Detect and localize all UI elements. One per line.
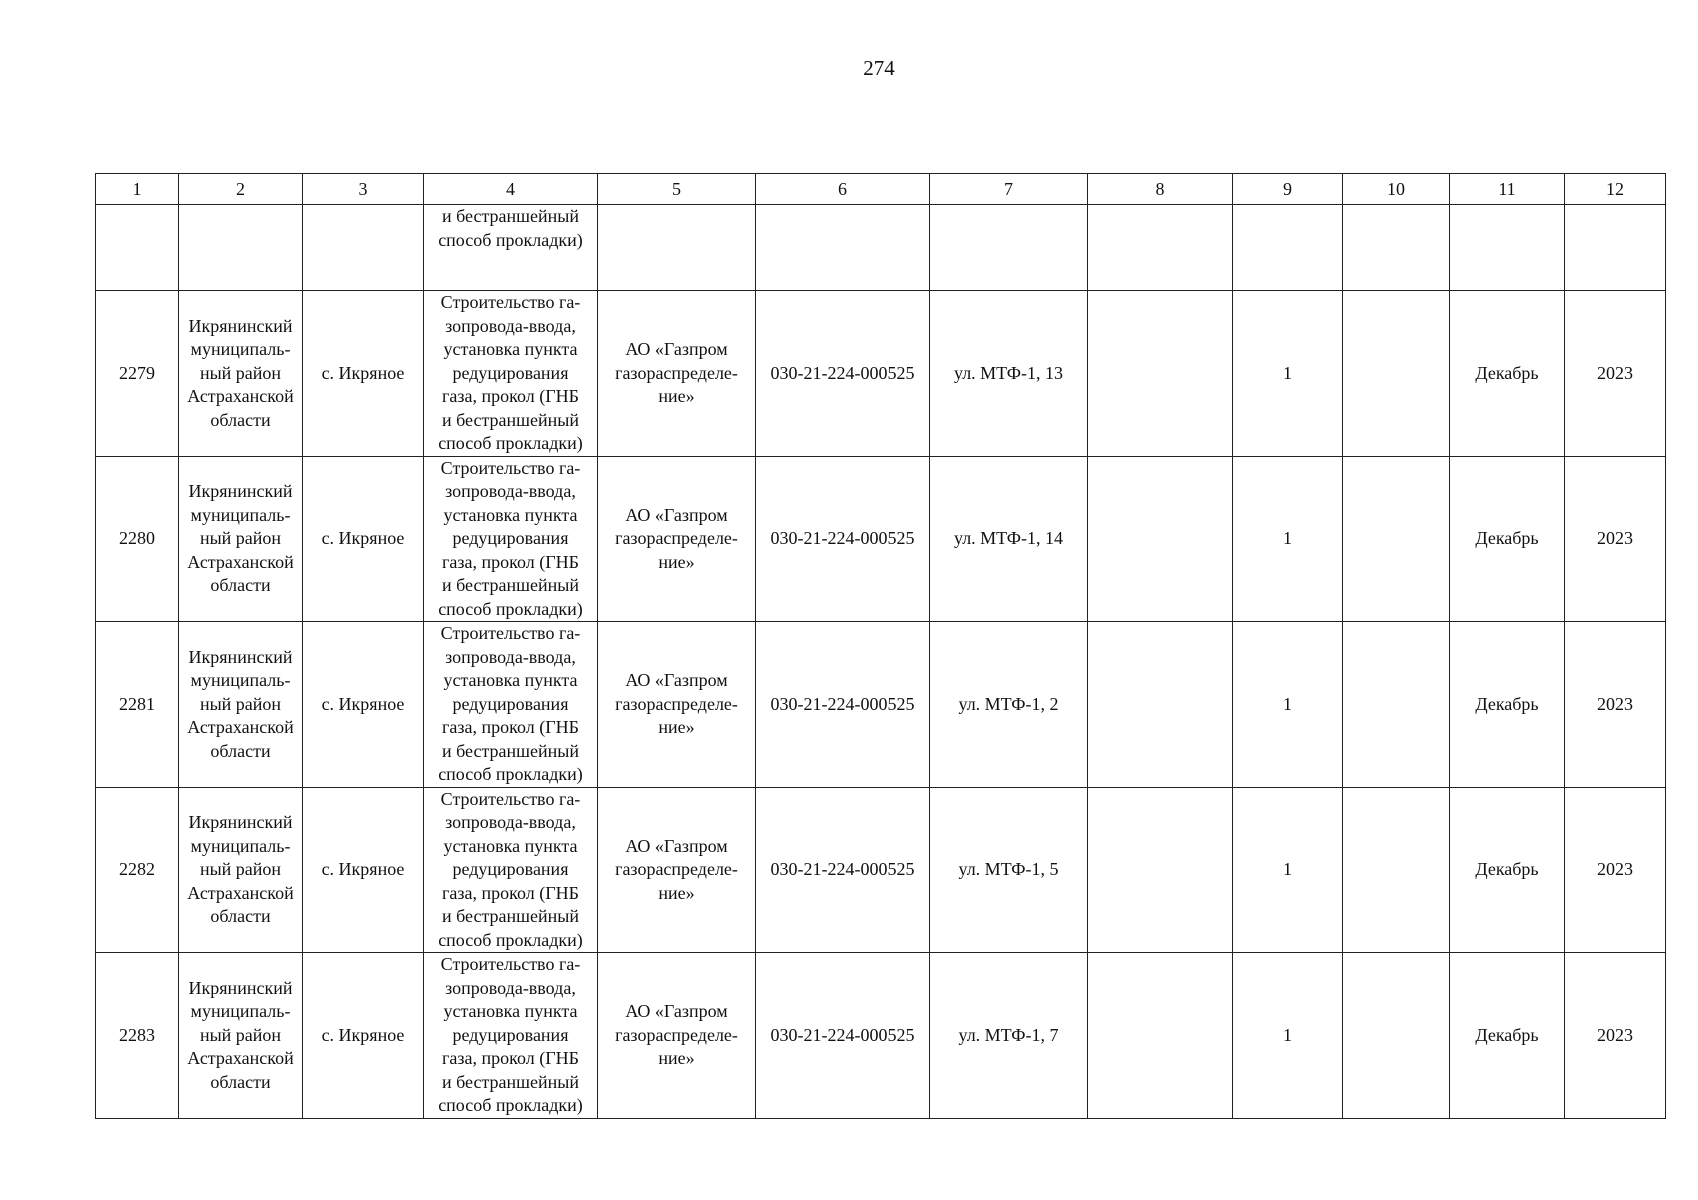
column-number-header-row [96, 174, 1666, 205]
table-cell [930, 205, 1088, 291]
table-cell [1343, 622, 1450, 788]
table-cell [303, 205, 424, 291]
address-cell: ул. МТФ-1, 7 [930, 953, 1088, 1119]
quantity-cell: 1 [1233, 456, 1343, 622]
page-number: 274 [863, 56, 895, 80]
table-cell [1233, 205, 1343, 291]
column-header: 4 [424, 174, 598, 205]
table-row [96, 953, 1666, 1119]
column-header: 7 [930, 174, 1088, 205]
column-header: 2 [179, 174, 303, 205]
table-cell [1565, 205, 1666, 291]
quantity-cell: 1 [1233, 953, 1343, 1119]
text-line: и бестраншейный [441, 206, 580, 226]
table-cell [1343, 456, 1450, 622]
column-header: 6 [756, 174, 930, 205]
table-cell [756, 205, 930, 291]
month-cell: Декабрь [1450, 291, 1565, 457]
gas-connection-table [95, 173, 1666, 1119]
row-number-cell: 2280 [96, 456, 179, 622]
table-cell [598, 205, 756, 291]
work-description-cell: Строительство га- зопровода-ввода, установка пункта редуцирования газа, прокол (ГНБ и бестраншейный способ прокладки) [424, 622, 598, 788]
table-cell [1088, 622, 1233, 788]
table-cell [1343, 787, 1450, 953]
work-description-cell [424, 205, 598, 291]
column-header: 12 [1565, 174, 1666, 205]
table-cell [1343, 291, 1450, 457]
table-cell [1088, 456, 1233, 622]
organization-cell: АО «Газпром газораспределе- ние» [598, 622, 756, 788]
row-number-cell: 2282 [96, 787, 179, 953]
column-header: 5 [598, 174, 756, 205]
settlement-cell: с. Икряное [303, 787, 424, 953]
month-cell: Декабрь [1450, 787, 1565, 953]
quantity-cell: 1 [1233, 622, 1343, 788]
quantity-cell: 1 [1233, 291, 1343, 457]
table-row [96, 622, 1666, 788]
month-cell: Декабрь [1450, 456, 1565, 622]
table-cell [1088, 291, 1233, 457]
work-description-cell: Строительство га- зопровода-ввода, установка пункта редуцирования газа, прокол (ГНБ и бестраншейный способ прокладки) [424, 291, 598, 457]
district-cell: Икрянинский муниципаль- ный район Астраханской области [179, 291, 303, 457]
column-header: 10 [1343, 174, 1450, 205]
row-number-cell: 2283 [96, 953, 179, 1119]
address-cell: ул. МТФ-1, 5 [930, 787, 1088, 953]
code-cell: 030-21-224-000525 [756, 787, 930, 953]
code-cell: 030-21-224-000525 [756, 291, 930, 457]
text-line: способ прокладки) [438, 229, 583, 250]
quantity-cell: 1 [1233, 787, 1343, 953]
month-cell: Декабрь [1450, 622, 1565, 788]
column-header: 8 [1088, 174, 1233, 205]
year-cell: 2023 [1565, 953, 1666, 1119]
organization-cell: АО «Газпром газораспределе- ние» [598, 953, 756, 1119]
table-cell [179, 205, 303, 291]
year-cell: 2023 [1565, 622, 1666, 788]
table-cell [1088, 205, 1233, 291]
table-row [96, 456, 1666, 622]
column-header: 1 [96, 174, 179, 205]
table-cell [1343, 205, 1450, 291]
settlement-cell: с. Икряное [303, 456, 424, 622]
district-cell: Икрянинский муниципаль- ный район Астраханской области [179, 787, 303, 953]
address-cell: ул. МТФ-1, 13 [930, 291, 1088, 457]
work-description-cell: Строительство га- зопровода-ввода, установка пункта редуцирования газа, прокол (ГНБ и бестраншейный способ прокладки) [424, 787, 598, 953]
settlement-cell: с. Икряное [303, 622, 424, 788]
work-description-cell: Строительство га- зопровода-ввода, установка пункта редуцирования газа, прокол (ГНБ и бестраншейный способ прокладки) [424, 456, 598, 622]
settlement-cell: с. Икряное [303, 953, 424, 1119]
code-cell: 030-21-224-000525 [756, 622, 930, 788]
table-row [96, 787, 1666, 953]
code-cell: 030-21-224-000525 [756, 953, 930, 1119]
column-header: 3 [303, 174, 424, 205]
year-cell: 2023 [1565, 291, 1666, 457]
table-cell [1343, 953, 1450, 1119]
work-description-cell: Строительство га- зопровода-ввода, установка пункта редуцирования газа, прокол (ГНБ и бестраншейный способ прокладки) [424, 953, 598, 1119]
organization-cell: АО «Газпром газораспределе- ние» [598, 787, 756, 953]
month-cell: Декабрь [1450, 953, 1565, 1119]
code-cell: 030-21-224-000525 [756, 456, 930, 622]
address-cell: ул. МТФ-1, 14 [930, 456, 1088, 622]
district-cell: Икрянинский муниципаль- ный район Астраханской области [179, 953, 303, 1119]
table-cell [1450, 205, 1565, 291]
organization-cell: АО «Газпром газораспределе- ние» [598, 291, 756, 457]
table-row [96, 291, 1666, 457]
district-cell: Икрянинский муниципаль- ный район Астраханской области [179, 456, 303, 622]
year-cell: 2023 [1565, 787, 1666, 953]
table-cell [96, 205, 179, 291]
row-number-cell: 2279 [96, 291, 179, 457]
column-header: 11 [1450, 174, 1565, 205]
continuation-row [96, 205, 1666, 291]
column-header: 9 [1233, 174, 1343, 205]
row-number-cell: 2281 [96, 622, 179, 788]
address-cell: ул. МТФ-1, 2 [930, 622, 1088, 788]
district-cell: Икрянинский муниципаль- ный район Астраханской области [179, 622, 303, 788]
table-cell [1088, 787, 1233, 953]
year-cell: 2023 [1565, 456, 1666, 622]
settlement-cell: с. Икряное [303, 291, 424, 457]
table-cell [1088, 953, 1233, 1119]
organization-cell: АО «Газпром газораспределе- ние» [598, 456, 756, 622]
